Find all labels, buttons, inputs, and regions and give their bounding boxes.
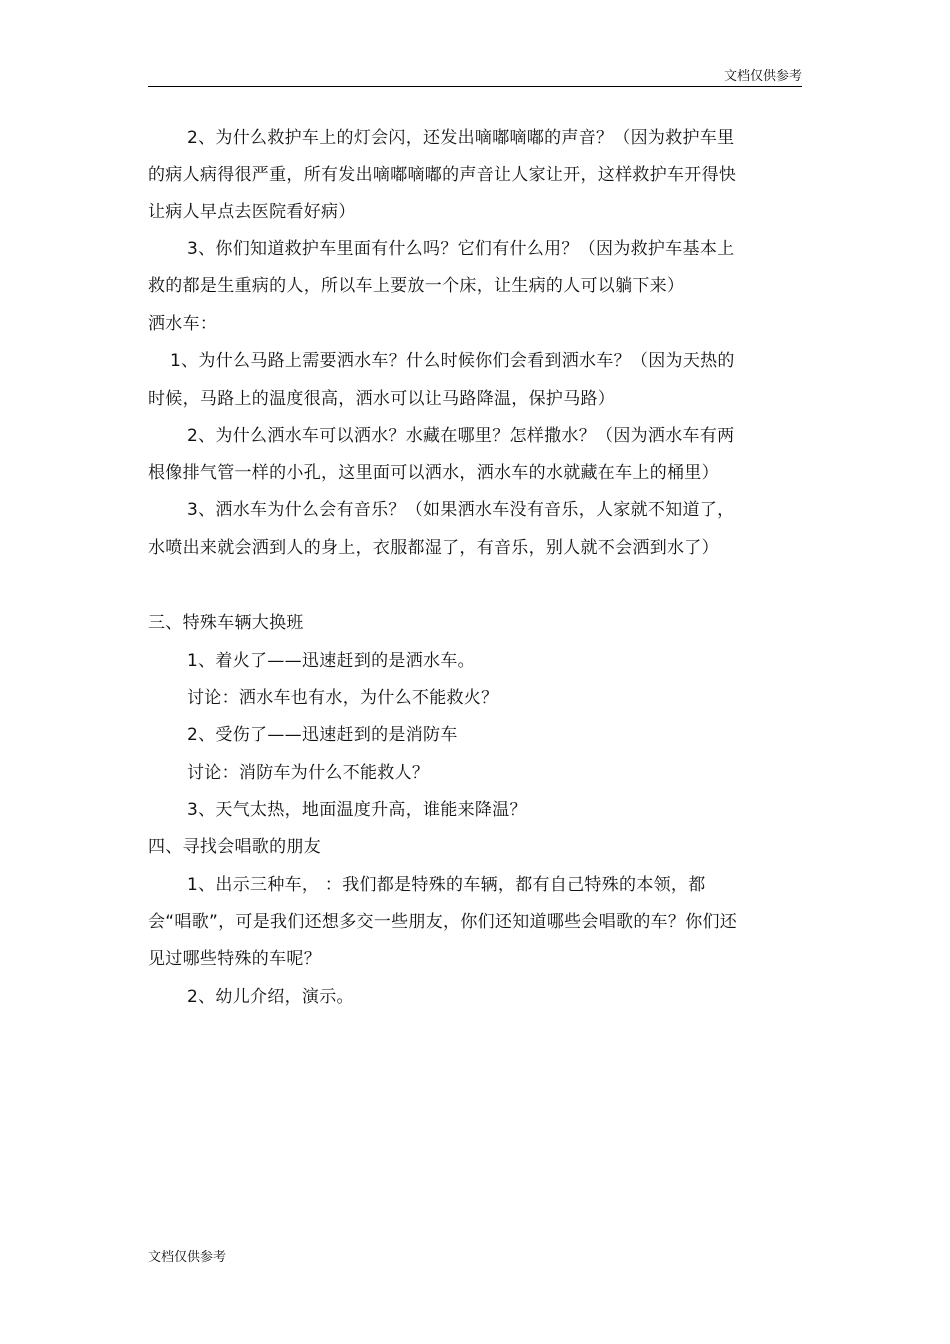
- paragraph-line: 1、出示三种车， ：我们都是特殊的车辆，都有自己特殊的本领，都: [187, 875, 706, 895]
- discussion-line: 讨论：洒水车也有水，为什么不能救火？: [187, 688, 499, 708]
- paragraph-line: 2、为什么洒水车可以洒水？水藏在哪里？怎样撒水？（因为洒水车有两: [187, 426, 735, 446]
- header-divider: [148, 86, 802, 87]
- page-footer-label: 文档仅供参考: [148, 1250, 227, 1265]
- paragraph-line: 让病人早点去医院看好病）: [148, 202, 356, 222]
- paragraph-line: 救的都是生重病的人，所以车上要放一个床，让生病的人可以躺下来）: [148, 276, 685, 296]
- section-label: 洒水车：: [148, 314, 218, 334]
- list-item: 2、受伤了——迅速赶到的是消防车: [187, 725, 458, 745]
- section-heading: 四、寻找会唱歌的朋友: [148, 837, 321, 857]
- paragraph-line: 2、为什么救护车上的灯会闪，还发出嘀嘟嘀嘟的声音？（因为救护车里: [187, 128, 735, 148]
- paragraph-line: 的病人病得很严重，所有发出嘀嘟嘀嘟的声音让人家让开，这样救护车开得快: [148, 165, 737, 185]
- paragraph-line: 1、为什么马路上需要洒水车？什么时候你们会看到洒水车？（因为天热的: [170, 351, 735, 371]
- paragraph-line: 见过哪些特殊的车呢？: [148, 949, 321, 969]
- list-item: 1、着火了——迅速赶到的是洒水车。: [187, 651, 475, 671]
- paragraph-line: 会“唱歌”，可是我们还想多交一些朋友，你们还知道哪些会唱歌的车？你们还: [148, 912, 738, 932]
- list-item: 2、幼儿介绍，演示。: [187, 987, 354, 1007]
- paragraph-line: 3、洒水车为什么会有音乐？（如果洒水车没有音乐，人家就不知道了，: [187, 500, 735, 520]
- paragraph-line: 时候，马路上的温度很高，洒水可以让马路降温，保护马路）: [148, 389, 616, 409]
- paragraph-line: 根像排气管一样的小孔，这里面可以洒水，洒水车的水就藏在车上的桶里）: [148, 463, 719, 483]
- paragraph-line: 水喷出来就会洒到人的身上，衣服都湿了，有音乐，别人就不会洒到水了）: [148, 538, 719, 558]
- section-heading: 三、特殊车辆大换班: [148, 613, 304, 633]
- list-item: 3、天气太热，地面温度升高，谁能来降温？: [187, 800, 527, 820]
- page-header-label: 文档仅供参考: [723, 69, 802, 84]
- paragraph-line: 3、你们知道救护车里面有什么吗？它们有什么用？（因为救护车基本上: [187, 239, 735, 259]
- discussion-line: 讨论：消防车为什么不能救人？: [187, 763, 430, 783]
